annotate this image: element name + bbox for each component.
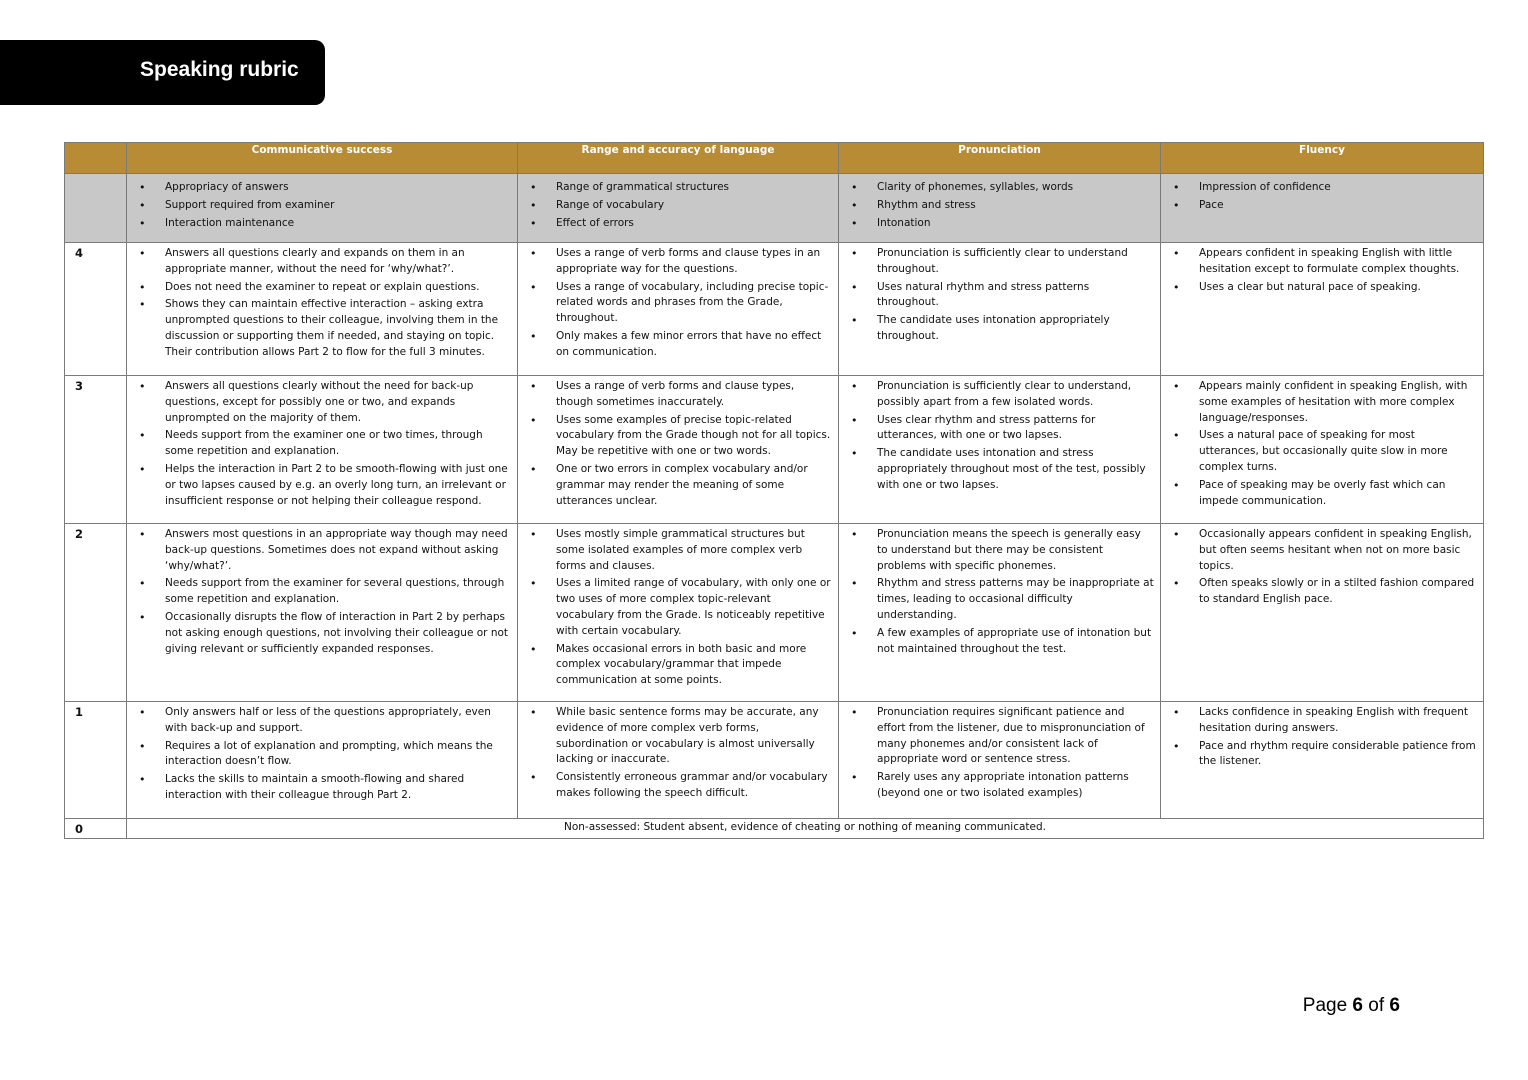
- descriptor-item: • The candidate uses intonation appropriately throughout.: [839, 313, 1154, 345]
- band-score: 3: [65, 376, 127, 524]
- criteria-item: • Clarity of phonemes, syllables, words: [839, 180, 1154, 196]
- criteria-blank-cell: [65, 174, 127, 243]
- descriptor-cell: [1161, 243, 1484, 376]
- total-pages: 6: [1389, 995, 1400, 1016]
- descriptor-item: • Answers all questions clearly without the need for back-up questions, except for possibly one or two, and expands unprompted on the majority of them.: [127, 379, 511, 426]
- band-score: 2: [65, 524, 127, 702]
- descriptor-item: • Uses a range of verb forms and clause types in an appropriate way for the questions.: [518, 246, 832, 278]
- descriptor-cell: [518, 524, 839, 702]
- criteria-cell: [1161, 174, 1484, 243]
- descriptor-item: • Uses a range of vocabulary, including precise topic-related words and phrases from the Grade, throughout.: [518, 280, 832, 327]
- column-header: Communicative success: [127, 143, 518, 174]
- descriptor-item: • Appears mainly confident in speaking English, with some examples of hesitation with more complex language/responses.: [1161, 379, 1477, 426]
- band-score: 1: [65, 702, 127, 819]
- page-title: Speaking rubric: [140, 58, 299, 81]
- descriptor-item: • Lacks the skills to maintain a smooth-flowing and shared interaction with their colleague through Part 2.: [127, 772, 511, 804]
- band-score: 0: [65, 819, 127, 839]
- descriptor-item: • Does not need the examiner to repeat or explain questions.: [127, 280, 511, 296]
- descriptor-item: • Answers most questions in an appropriate way though may need back-up questions. Sometimes does not expand without asking ‘why/what?’.: [127, 527, 511, 574]
- descriptor-cell: [127, 702, 518, 819]
- page-label: Page: [1302, 995, 1348, 1016]
- descriptor-cell: [839, 376, 1161, 524]
- criteria-item: • Effect of errors: [518, 216, 832, 232]
- criteria-item: • Range of vocabulary: [518, 198, 832, 214]
- column-header: Range and accuracy of language: [518, 143, 839, 174]
- descriptor-item: • Uses a range of verb forms and clause types, though sometimes inaccurately.: [518, 379, 832, 411]
- descriptor-item: • Uses some examples of precise topic-related vocabulary from the Grade though not for all topics. May be repetitive with one or two words.: [518, 413, 832, 460]
- criteria-item: • Rhythm and stress: [839, 198, 1154, 214]
- column-header: Fluency: [1161, 143, 1484, 174]
- criteria-item: • Interaction maintenance: [127, 216, 511, 232]
- band-row: [65, 376, 1484, 524]
- criteria-row: [65, 174, 1484, 243]
- descriptor-cell: [1161, 702, 1484, 819]
- criteria-cell: [127, 174, 518, 243]
- descriptor-item: • Pace of speaking may be overly fast which can impede communication.: [1161, 478, 1477, 510]
- descriptor-item: • The candidate uses intonation and stress appropriately throughout most of the test, possibly with one or two lapses.: [839, 446, 1154, 493]
- descriptor-item: • Only makes a few minor errors that have no effect on communication.: [518, 329, 832, 361]
- descriptor-item: • Uses a clear but natural pace of speaking.: [1161, 280, 1477, 296]
- speaking-rubric-table: [64, 142, 1484, 839]
- header-row: [65, 143, 1484, 174]
- descriptor-item: • Consistently erroneous grammar and/or vocabulary makes following the speech difficult.: [518, 770, 832, 802]
- descriptor-item: • Pronunciation is sufficiently clear to understand, possibly apart from a few isolated words.: [839, 379, 1154, 411]
- descriptor-item: • Uses a natural pace of speaking for most utterances, but occasionally quite slow in more complex turns.: [1161, 428, 1477, 475]
- page-number: [1303, 995, 1400, 1017]
- criteria-item: • Pace: [1161, 198, 1477, 214]
- descriptor-cell: [518, 376, 839, 524]
- descriptor-item: • One or two errors in complex vocabulary and/or grammar may render the meaning of some utterances unclear.: [518, 462, 832, 509]
- descriptor-item: • Helps the interaction in Part 2 to be smooth-flowing with just one or two lapses caused by e.g. an overly long turn, an irrelevant or insufficient response or not helping their colleague respond.: [127, 462, 511, 509]
- descriptor-cell: [127, 524, 518, 702]
- descriptor-item: • Pronunciation means the speech is generally easy to understand but there may be consistent problems with specific phonemes.: [839, 527, 1154, 574]
- descriptor-item: • Uses clear rhythm and stress patterns for utterances, with one or two lapses.: [839, 413, 1154, 445]
- band-row: [65, 702, 1484, 819]
- descriptor-item: • Pace and rhythm require considerable patience from the listener.: [1161, 739, 1477, 771]
- descriptor-item: • Lacks confidence in speaking English with frequent hesitation during answers.: [1161, 705, 1477, 737]
- band-score: 4: [65, 243, 127, 376]
- descriptor-item: • Appears confident in speaking English with little hesitation except to formulate complex thoughts.: [1161, 246, 1477, 278]
- descriptor-cell: [839, 243, 1161, 376]
- page-of: of: [1368, 995, 1385, 1016]
- descriptor-item: • Shows they can maintain effective interaction – asking extra unprompted questions to their colleague, involving them in the discussion or supporting them if needed, and staying on topic. Their contribution allows Part 2 to flow for the full 3 minutes.: [127, 297, 511, 360]
- criteria-cell: [839, 174, 1161, 243]
- descriptor-item: • Makes occasional errors in both basic and more complex vocabulary/grammar that impede communication at some points.: [518, 642, 832, 689]
- criteria-item: • Range of grammatical structures: [518, 180, 832, 196]
- non-assessed-note: Non-assessed: Student absent, evidence of cheating or nothing of meaning communicated.: [127, 819, 1484, 839]
- column-header: Pronunciation: [839, 143, 1161, 174]
- descriptor-item: • A few examples of appropriate use of intonation but not maintained throughout the test.: [839, 626, 1154, 658]
- criteria-cell: [518, 174, 839, 243]
- criteria-item: • Appropriacy of answers: [127, 180, 511, 196]
- descriptor-item: • Pronunciation requires significant patience and effort from the listener, due to mispronunciation of many phonemes and/or consistent lack of appropriate word or sentence stress.: [839, 705, 1154, 768]
- descriptor-item: • Occasionally disrupts the flow of interaction in Part 2 by perhaps not asking enough questions, not involving their colleague or not giving relevant or sufficiently expanded responses.: [127, 610, 511, 657]
- current-page: 6: [1352, 995, 1363, 1016]
- descriptor-item: • Pronunciation is sufficiently clear to understand throughout.: [839, 246, 1154, 278]
- descriptor-item: • Uses mostly simple grammatical structures but some isolated examples of more complex verb forms and clauses.: [518, 527, 832, 574]
- band-row-zero: [65, 819, 1484, 839]
- descriptor-item: • Often speaks slowly or in a stilted fashion compared to standard English pace.: [1161, 576, 1477, 608]
- header-blank-cell: [65, 143, 127, 174]
- descriptor-cell: [518, 702, 839, 819]
- band-row: [65, 243, 1484, 376]
- criteria-item: • Intonation: [839, 216, 1154, 232]
- criteria-item: • Impression of confidence: [1161, 180, 1477, 196]
- descriptor-cell: [839, 702, 1161, 819]
- descriptor-cell: [1161, 524, 1484, 702]
- descriptor-cell: [1161, 376, 1484, 524]
- descriptor-item: • Occasionally appears confident in speaking English, but often seems hesitant when not on more basic topics.: [1161, 527, 1477, 574]
- band-row: [65, 524, 1484, 702]
- descriptor-item: • Only answers half or less of the questions appropriately, even with back-up and support.: [127, 705, 511, 737]
- descriptor-item: • Uses natural rhythm and stress patterns throughout.: [839, 280, 1154, 312]
- descriptor-item: • Needs support from the examiner one or two times, through some repetition and explanation.: [127, 428, 511, 460]
- criteria-item: • Support required from examiner: [127, 198, 511, 214]
- descriptor-item: • While basic sentence forms may be accurate, any evidence of more complex verb forms, subordination or vocabulary is almost universally lacking or inaccurate.: [518, 705, 832, 768]
- descriptor-item: • Uses a limited range of vocabulary, with only one or two uses of more complex topic-relevant vocabulary from the Grade. Is noticeably repetitive with certain vocabulary.: [518, 576, 832, 639]
- descriptor-cell: [127, 243, 518, 376]
- descriptor-item: • Rarely uses any appropriate intonation patterns (beyond one or two isolated examples): [839, 770, 1154, 802]
- descriptor-item: • Answers all questions clearly and expands on them in an appropriate manner, without the need for ‘why/what?’.: [127, 246, 511, 278]
- descriptor-cell: [839, 524, 1161, 702]
- descriptor-item: • Needs support from the examiner for several questions, through some repetition and explanation.: [127, 576, 511, 608]
- descriptor-item: • Rhythm and stress patterns may be inappropriate at times, leading to occasional difficulty understanding.: [839, 576, 1154, 623]
- descriptor-item: • Requires a lot of explanation and prompting, which means the interaction doesn’t flow.: [127, 739, 511, 771]
- descriptor-cell: [518, 243, 839, 376]
- descriptor-cell: [127, 376, 518, 524]
